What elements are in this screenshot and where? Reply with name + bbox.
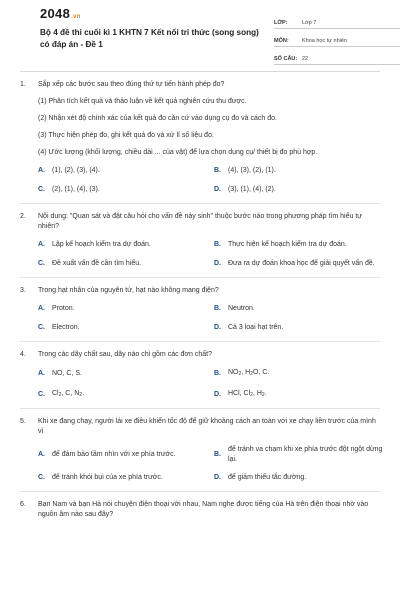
question-stem — [20, 500, 380, 520]
question-item — [20, 500, 380, 528]
answer-letter: B. — [214, 305, 221, 313]
meta-label: LỚP: — [274, 20, 288, 26]
answer-letter: A. — [38, 370, 45, 377]
answer-text — [52, 389, 210, 401]
answer-text: Đề xuất vấn đề cần tìm hiểu. — [52, 260, 142, 268]
answer-option[interactable] — [214, 240, 386, 250]
meta-panel — [274, 14, 400, 68]
question-statement: (2) Nhận xét độ chính xác của kết quả đo căn cứ vào dụng cụ đo và cách đo. — [38, 115, 277, 122]
answer-letter: B. — [214, 241, 221, 249]
answer-option[interactable] — [214, 389, 386, 401]
answer-option[interactable] — [38, 368, 210, 380]
answer-option[interactable] — [38, 473, 210, 483]
answer-letter: C. — [38, 390, 45, 398]
brand-logo[interactable] — [40, 6, 81, 21]
answer-option[interactable] — [38, 240, 210, 250]
answer-option[interactable] — [38, 389, 210, 401]
question-statement: (1) Phân tích kết quả và thảo luận về kết quả nghiên cứu thu được. — [38, 98, 247, 105]
answer-text — [228, 389, 386, 401]
answer-letter: B. — [214, 450, 221, 458]
meta-value: Khoa học tự nhiên — [302, 38, 347, 44]
formula-subscript: 2 — [58, 391, 62, 398]
answer-text: Cả 3 loại hạt trên. — [228, 324, 284, 332]
question-statement: (3) Thực hiện phép đo, ghi kết quả đo và xử lí số liệu đo. — [38, 132, 214, 139]
answer-option[interactable] — [214, 473, 386, 483]
question-item — [20, 350, 380, 409]
answer-option[interactable] — [214, 259, 386, 269]
answer-option[interactable] — [214, 368, 386, 380]
answer-letter: A. — [38, 450, 45, 458]
answer-letter: D. — [214, 390, 221, 398]
formula-subscript: 2 — [79, 391, 83, 398]
question-item — [20, 80, 380, 204]
answer-text: (3), (1), (4), (2). — [228, 186, 276, 194]
answer-text: để giảm thiểu tắc đường. — [228, 474, 307, 482]
formula-subscript: 2 — [261, 391, 265, 398]
answer-text: để tránh khói bụi của xe phía trước. — [52, 474, 163, 482]
answer-letter: D. — [214, 186, 221, 194]
brand-suffix: .vn — [71, 14, 81, 20]
answer-letter: A. — [38, 167, 45, 175]
question-stem — [20, 417, 380, 437]
answer-text: Lập kế hoạch kiểm tra dự đoán. — [52, 241, 151, 249]
question-number: 6. — [20, 501, 26, 508]
question-stem — [20, 80, 380, 90]
question-text: Sắp xếp các bước sau theo đúng thứ tự tiến hành phép đo? — [38, 81, 225, 88]
answer-letter: A. — [38, 305, 45, 313]
question-stem — [20, 286, 380, 296]
question-statement: (4) Ước lượng (khối lượng, chiều dài ... của vật) để lựa chọn dụng cụ/ thiết bị đo phù hợp. — [38, 149, 318, 156]
answer-letter: C. — [38, 474, 45, 482]
formula-part: O, C. — [253, 369, 270, 376]
question-item — [20, 417, 383, 492]
answer-letter: D. — [214, 324, 221, 332]
answer-option[interactable] — [214, 304, 386, 314]
formula-part: , H — [241, 369, 251, 376]
answer-text: để đảm bảo tầm nhìn với xe phía trước. — [52, 450, 176, 458]
answer-letter: D. — [214, 474, 221, 482]
formula-part: , H — [252, 389, 262, 397]
answer-option[interactable] — [214, 185, 386, 195]
answer-option[interactable] — [38, 304, 210, 314]
meta-value: Lớp 7 — [302, 20, 317, 26]
question-number: 5. — [20, 418, 26, 425]
meta-label: SỐ CÂU: — [274, 56, 298, 62]
answer-letter: B. — [214, 370, 221, 377]
answer-options — [38, 445, 383, 483]
meta-value: 22 — [302, 56, 309, 62]
question-stem — [20, 350, 380, 360]
answer-options — [38, 304, 380, 333]
answer-options — [38, 240, 380, 269]
question-text: Nội dung: "Quan sát và đặt câu hỏi cho vấn đề nảy sinh" thuộc bước nào trong phương pháp tìm hiểu tự nhiên? — [38, 213, 362, 230]
formula-subscript: 2 — [238, 371, 242, 377]
question-item — [20, 286, 380, 342]
meta-row-question-count — [274, 50, 400, 65]
question-text: Trong hạt nhân của nguyên tử, hạt nào không mang điện? — [38, 287, 219, 294]
formula-part: NO — [228, 369, 239, 376]
formula-subscript: 2 — [250, 371, 254, 377]
brand-name: 2048 — [40, 6, 71, 21]
question-list — [20, 80, 383, 536]
answer-option[interactable] — [214, 445, 386, 464]
meta-row-subject — [274, 32, 400, 47]
question-text: Khi xe đang chạy, người lái xe điều khiển tốc độ để giữ khoảng cách an toàn với xe chạy liền trước của mình vì — [38, 418, 376, 435]
answer-option[interactable] — [38, 323, 210, 333]
question-number: 1. — [20, 81, 26, 88]
answer-letter: B. — [214, 167, 221, 175]
formula-part: NO, C, S. — [52, 370, 82, 377]
question-number: 4. — [20, 351, 26, 358]
question-number: 3. — [20, 287, 26, 294]
answer-text: (4), (3), (2), (1). — [228, 167, 276, 175]
answer-options — [38, 368, 380, 400]
answer-text: Đưa ra dự đoán khoa học để giải quyết vấn đề. — [228, 260, 375, 268]
answer-text: Thực hiện kế hoạch kiểm tra dự đoán. — [228, 241, 347, 249]
meta-row-class — [274, 14, 400, 29]
question-item — [20, 212, 380, 278]
document-title: Bộ 4 đề thi cuối kì 1 KHTN 7 Kết nối tri thức (song song) có đáp án - Đề 1 — [40, 28, 259, 49]
answer-option[interactable] — [38, 166, 210, 176]
answer-letter: C. — [38, 186, 45, 194]
answer-text: Electron. — [52, 324, 80, 332]
answer-letter: C. — [38, 260, 45, 268]
answer-text: Neutron. — [228, 305, 255, 313]
answer-option[interactable] — [38, 445, 210, 464]
question-text: Bạn Nam và bạn Hà nói chuyện điện thoại với nhau, Nam nghe được tiếng của Hà trên điện thoại nhờ vào nguồn âm nào sau đây? — [38, 501, 369, 518]
answer-option[interactable] — [214, 323, 386, 333]
document-header — [20, 0, 380, 72]
answer-text: (1), (2), (3), (4). — [52, 167, 100, 175]
meta-label: MÔN: — [274, 38, 289, 44]
answer-text — [52, 369, 210, 379]
answer-text: Proton. — [52, 305, 75, 313]
answer-text — [228, 368, 386, 380]
question-text: Trong các dãy chất sau, dãy nào chỉ gồm các đơn chất? — [38, 351, 212, 358]
answer-text: (2), (1), (4), (3). — [52, 186, 100, 194]
formula-part: . — [82, 389, 85, 397]
answer-option[interactable] — [38, 185, 210, 195]
answer-options — [38, 166, 380, 195]
question-number: 2. — [20, 213, 26, 220]
answer-option[interactable] — [38, 259, 210, 269]
answer-letter: A. — [38, 241, 45, 249]
answer-letter: D. — [214, 260, 221, 268]
formula-subscript: 2 — [250, 391, 253, 398]
answer-text: để tránh va chạm khi xe phía trước đột ngột dừng lại. — [228, 446, 383, 463]
answer-letter: C. — [38, 324, 45, 332]
answer-option[interactable] — [214, 166, 386, 176]
formula-part: HCl, Cl — [228, 389, 251, 397]
formula-part: Cl — [52, 389, 59, 397]
question-stem — [20, 212, 380, 232]
formula-part: , C, N — [61, 389, 80, 397]
formula-part: . — [264, 389, 267, 397]
